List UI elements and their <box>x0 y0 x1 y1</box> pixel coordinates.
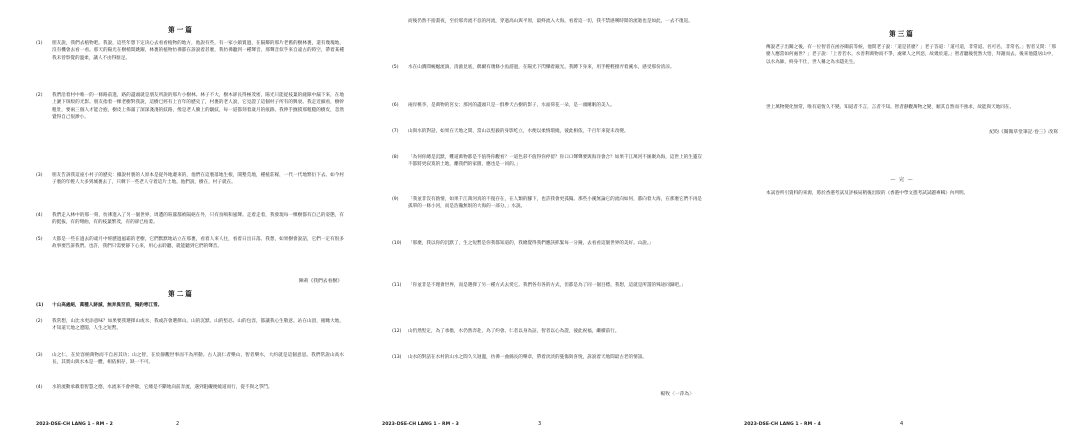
paragraph: (3) 山之仁，在於容納萬物而不自居其功；山之智，在於靜觀世事而不為所動。古人說仁者樂山，智者樂水，大約就是這個意思。我們常說山高水長，其實山與水本是一體，相依相存，缺一不可。 <box>36 353 344 366</box>
section-title: 第三篇 <box>889 30 915 38</box>
page-footer: 2023-DSE-CH LANG 1 – RM – 4 <box>744 422 821 427</box>
paragraph: (3) 朋友告訴我這座小村子的歷史：據說村裏的人原本是從外地遷來的，他們在這裏落地生根，開墾荒地，種植莊稼，一代一代地繁衍下去。如今村子裏的年輕人大多到城裏去了，只剩下一些老人守着這片土地。他們說，樹在，村子就在。 <box>36 173 344 186</box>
paragraph: (9) 「我並非沒有熱情，如果千江萬河真的不復存在，在人類的腳下，也許我會更孤獨。那些小溪無論它的流向如何，都向着大海，在那裏它們不再是孤單的一條小河，而是浩瀚無垠的大海的一部分。」水說。 <box>392 197 703 210</box>
source-note: 本試卷所引資料的來源，將於香港考試及評核局稍後出版的《香港中學文憑考試試題專輯》內列明。 <box>766 191 969 196</box>
end-mark: — 完 — <box>890 177 914 183</box>
page-middle <box>362 0 724 443</box>
page-number: 3 <box>538 421 542 427</box>
paragraph: (5) 大都是一些在過去的歲月中經歷過風霜的老樹，它們默默地站立在那裏，看着人來人往，看着日出日落。我想，如果樹會說話，它們一定有很多故事要告訴我們。也許，我們只需要靜下心來，用心去聆聽，就能聽到它們的聲音。 <box>36 237 344 250</box>
paragraph: (1) 十山高處絕，萬種人跡滅，無奔異至前，獨釣寒江雪。 <box>36 303 163 308</box>
paragraph: 世上萬物變化無常，唯有道恆久不變。知道者不言，言者不知。智者靜觀萬物之變，順其自然而不強求，故能與天地同在。 <box>766 105 1015 110</box>
paragraph: (4) 水的流動承載着智慧之德，水流來不會停歇，它總是不斷地向前奔流，遇到阻礙便繞道而行，從不與之爭鬥。 <box>36 385 273 390</box>
paragraph: 而後仍然不捨畫夜，至於那奔流不息的河流，穿過高山與平原，最終流入大海。看着這一切，我不禁感嘆時間的流逝也是如此，一去不復返。 <box>408 19 693 24</box>
paragraph: (2) 我們沿着村中唯一的一條路前進，路的盡頭就是朋友所說的那片小樹林。林子不大，樹木卻長得極茂密，陽光只能從枝葉的縫隙中漏下來，在地上灑下斑駁的光影。朋友指着一棵老樹對我說，這樹已經有上百年的歷史了，村裏的老人說，它見證了這個村子所有的興衰。我走近細看，樹幹粗壯，要兩三個人才能合抱，樹皮上佈滿了深深淺淺的紋路，像是老人臉上的皺紋，每一道都刻着歲月的痕跡。我伸手撫摸那粗糙的樹皮，忽然覺得自己很渺小。 <box>36 93 344 121</box>
page-right <box>724 0 1080 443</box>
paragraph: (5) 水在山澗間蜿蜒流淌，清澈見底，偶爾有幾條小魚游過，在陽光下閃爍着銀光。我蹲下身來，用手輕輕撥弄着溪水，感受那份清涼。 <box>392 65 675 70</box>
paragraph: (2) 我常想，山比水更添意味？如果要我選擇山或水，我或許會選擇山。山的沉默、山的堅忍、山的包容，都讓我心生敬意。站在山頂，俯瞰大地，才知道天地之遼闊，人生之短暫。 <box>36 319 344 332</box>
paragraph: (13) 山水的對話在水村的山水之間久久迴盪，彷彿一曲綿長的樂章，帶着淡淡的憂傷與喜悅，訴說着天地間最古老的情誼。 <box>392 355 647 360</box>
paragraph: (10) 「那麼，我以你的沉默了，生之短暫是你我都知道的，我總覺得我們應該抓緊每一分鐘，去看看這個世界的美好。山說。」 <box>392 241 654 246</box>
paragraph: (8) 「為何你總是沉默，難道萬物都是不值得你觀看？一道色彩不值得你停留？你口口聲聲要與海洋會合？如果千江萬河不匯聚為海，這世上的生靈豈不都將更寂寞的土地，離我們的家園，應也是一同的。」 <box>392 155 703 168</box>
author-credit: 楊牧〈一萍為〉 <box>660 392 694 397</box>
paragraph: 傳說老子出關之後，有一位智者在函谷關前等候，他問老子說：「道是甚麼？」老子答道：「道可道，非常道。名可名，非常名。」智者又問：「那麼人應當如何處世？」老子說：「上善若水。水善利萬物而不爭，處眾人之所惡，故幾於道。」智者聽後恍然大悟，拜謝而去。後來他隱居山中，以水為師，終身不仕，世人稱之為水隱先生。 <box>766 45 1056 65</box>
paragraph: (12) 山仍然堅定，為了承擔，水仍然奔赴，為了約會。仁者以身為証，智者以心為證，彼此祝福，繼續前行。 <box>392 329 620 334</box>
section-title: 第二篇 <box>168 290 194 298</box>
page-footer: 2023-DSE-CH LANG 1 – RM – 3 <box>382 422 459 427</box>
page-number: 4 <box>900 421 904 427</box>
paragraph: (7) 山與水的對話，如果在天地之間，當山以堅毅的身影屹立，水便以柔情環繞，彼此相依，千百年來從未改變。 <box>392 129 629 134</box>
page-number: 2 <box>176 421 180 427</box>
paragraph: (6) 兩岸桃李，是萬物的宮女；那河的盡頭只是一群參天古樹的影子，水面荷花一朵，是一頭睡眠的美人。 <box>392 103 615 108</box>
page-left <box>0 0 362 443</box>
author-credit: 紀昀《閱微草堂筆記·卷三》改寫 <box>989 130 1058 135</box>
page-footer: 2023-DSE-CH LANG 1 – RM – 2 <box>36 422 113 427</box>
paragraph: (4) 我們走入林中的那一刻，彷彿進入了另一個世界，周遭的喧囂都被隔絕在外，只有鳥鳴和風聲。走着走着，我發現每一棵樹都有自己的姿態，有的挺拔，有的彎曲，有的枝葉繁茂，有的卻已枯萎。 <box>36 213 344 226</box>
paragraph: (11) 「你並非是不理會世界，而是選擇了另一種方式去愛它。我們各有各的方式，但都是為了同一個目標。我想，這就是所謂的殊途同歸吧。」 <box>392 283 686 288</box>
author-credit: 陳莉《我們去看樹》 <box>298 279 342 284</box>
paragraph: (1) 朋友說，我們去植物吧。我說，這些年想下定決心去看看植物的地方，他說有些，有一家小鎮賣過，在隔鄰的那片老舊的樹林裏，還有幾塊地，沒有機會去看一看。那天的陽光在樹梢間跳躍，林裏的植物彷彿都在訴說着甚麼，我彷彿聽到一種聲音，那聲音似乎來自遠古的時空，帶着某種我未曾察覺的溫柔，讓人不由得駐足。 <box>36 41 344 61</box>
section-title: 第一篇 <box>168 26 194 34</box>
